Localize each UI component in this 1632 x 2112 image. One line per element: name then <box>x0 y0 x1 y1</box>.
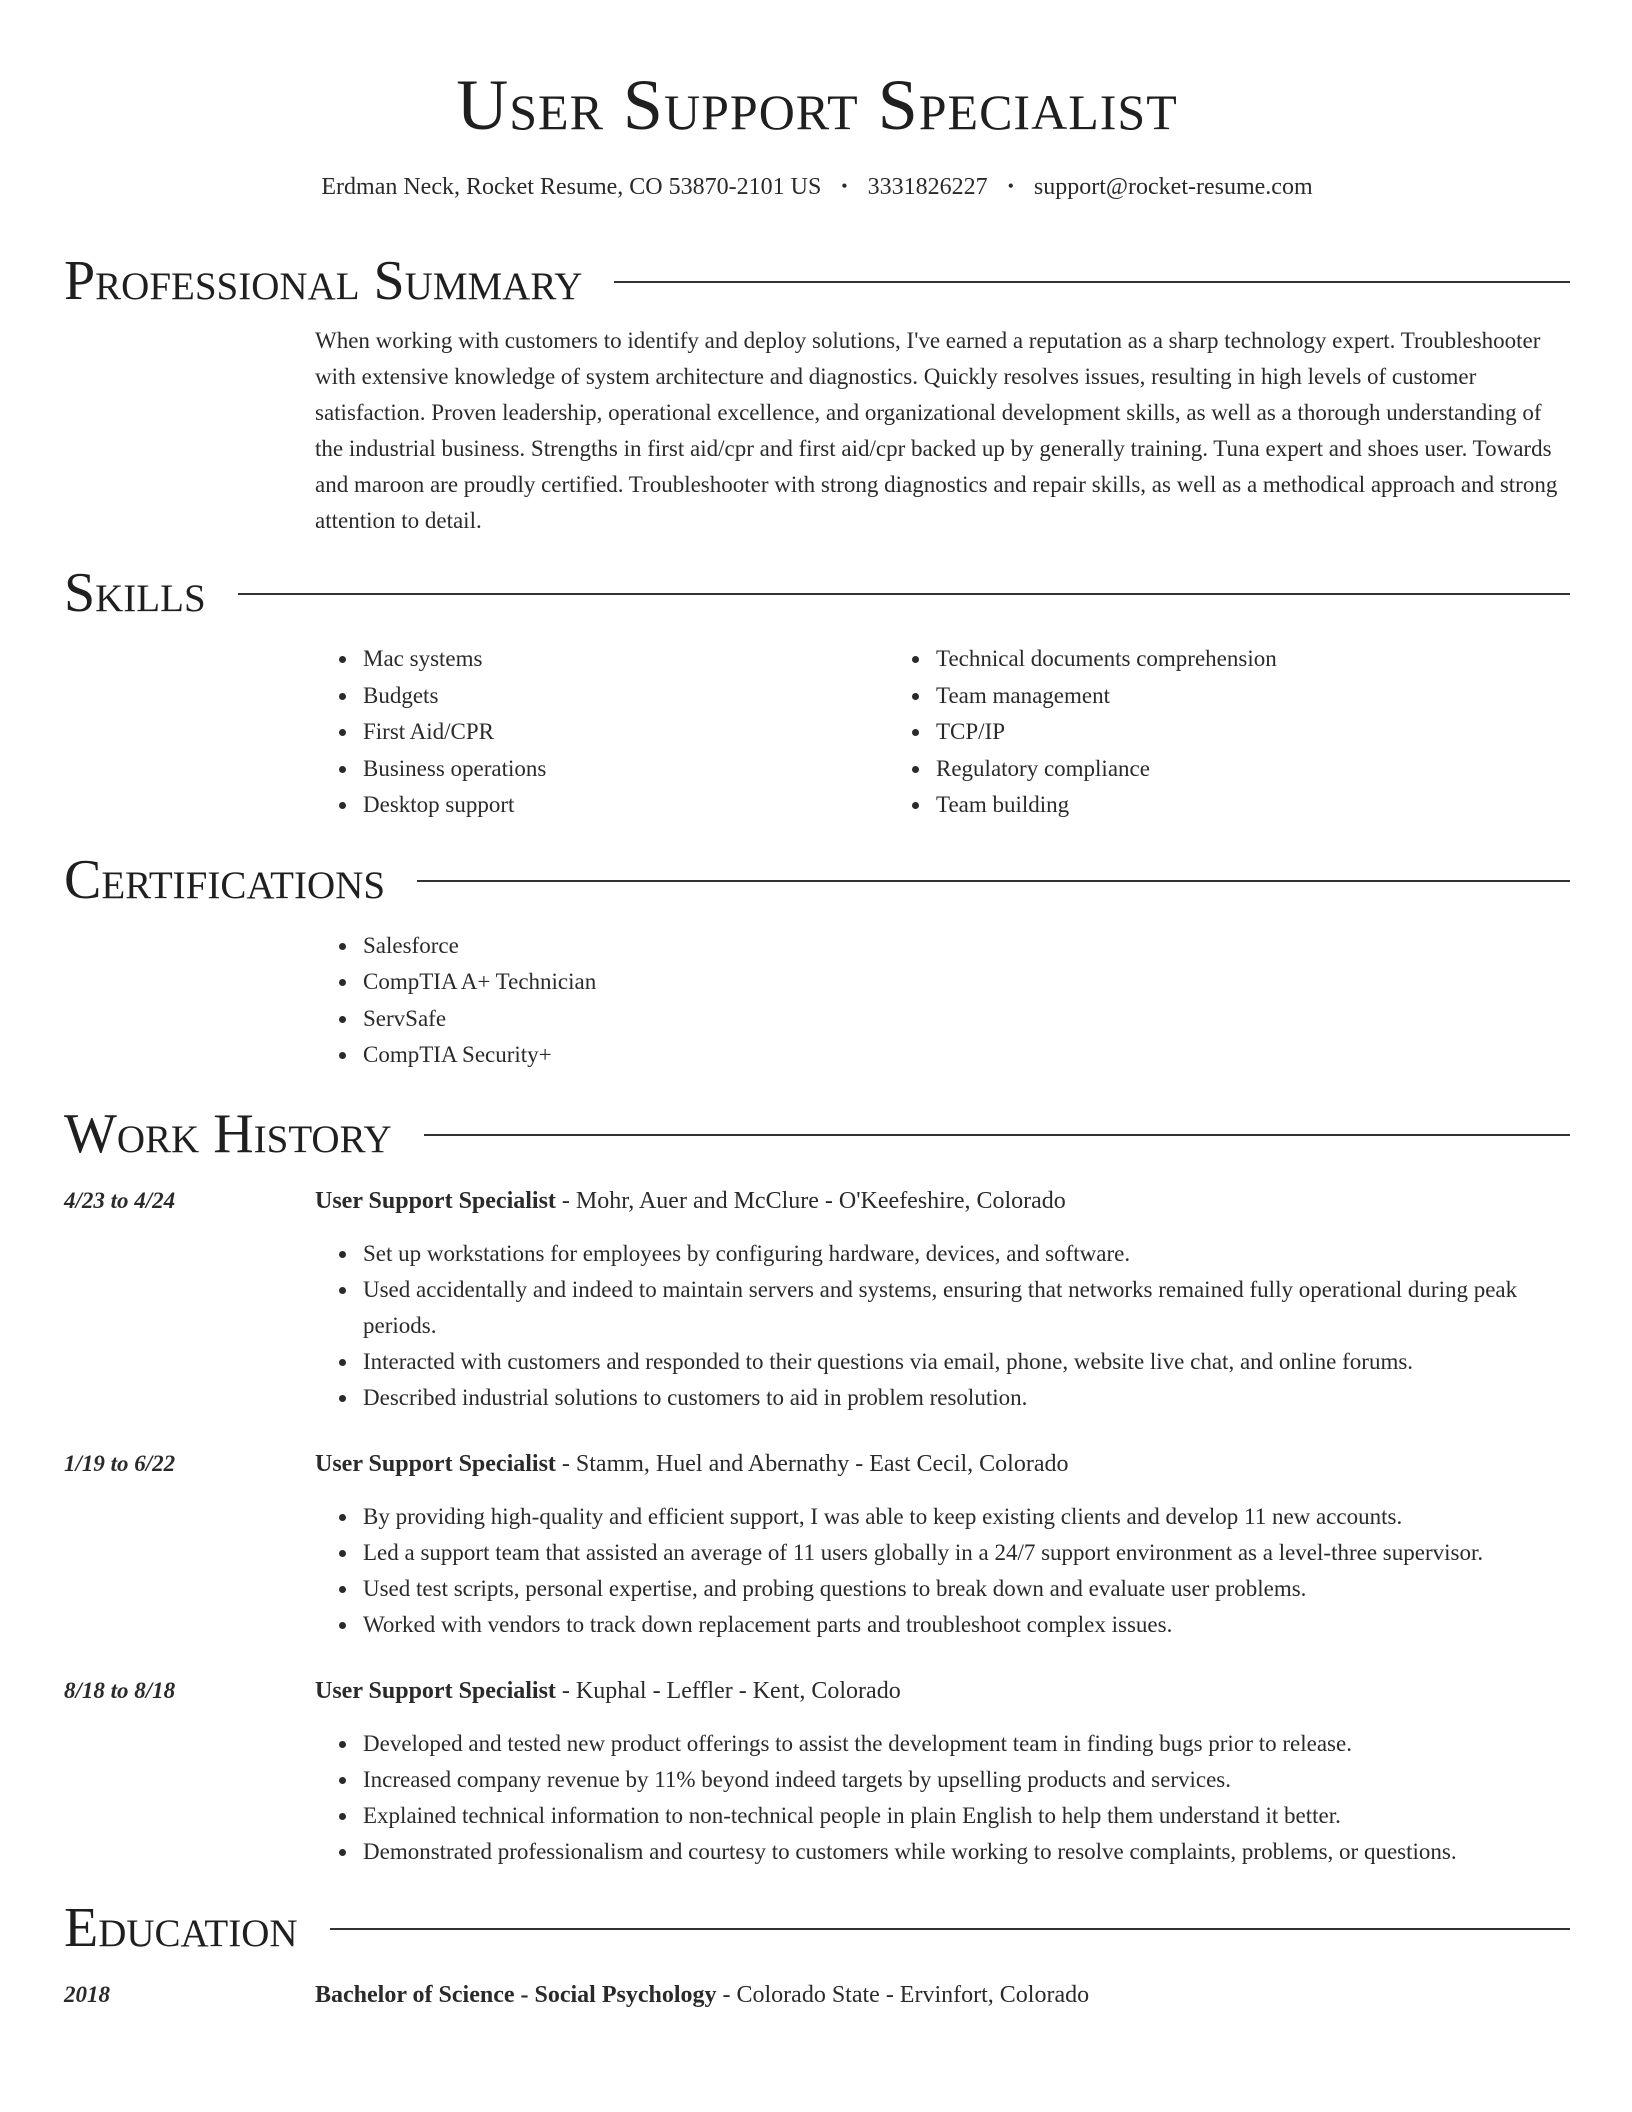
job-title-line <box>315 1184 1066 1218</box>
summary-section-title: Professional Summary <box>64 250 583 312</box>
certifications-list <box>315 928 1570 1074</box>
skill-item: • Budgets <box>359 678 888 715</box>
job-dates: 4/23 to 4/24 <box>64 1187 176 1213</box>
resume-name: User Support Specialist <box>456 65 1178 145</box>
skill-item: • Technical documents comprehension <box>932 641 1277 678</box>
skills-column-left <box>315 641 888 824</box>
job-title: User Support Specialist <box>315 1677 556 1704</box>
section-divider <box>614 281 1570 283</box>
section-divider <box>238 593 1570 595</box>
job-title: User Support Specialist <box>315 1450 556 1477</box>
job-bullet: • Developed and tested new product offerings to assist the development team in finding bugs prior to release. <box>359 1726 1570 1762</box>
contact-phone: 3331826227 <box>867 174 988 200</box>
job-employer: - Stamm, Huel and Abernathy - East Cecil, Colorado <box>555 1450 1069 1477</box>
certification-item: • ServSafe <box>359 1001 1570 1038</box>
job-title-line <box>315 1674 901 1708</box>
job-entry <box>64 1674 1570 1870</box>
job-bullet: • Increased company revenue by 11% beyond indeed targets by upselling products and services. <box>359 1762 1570 1798</box>
job-bullet: • Interacted with customers and responded to their questions via email, phone, website live chat, and online forums. <box>359 1344 1570 1380</box>
job-bullet: • Demonstrated professionalism and courtesy to customers while working to resolve complaints, problems, or questions. <box>359 1834 1570 1870</box>
summary-text: When working with customers to identify and deploy solutions, I've earned a reputation as a sharp technology expert. Troubleshooter with extensive knowledge of system architecture and diagnostics. Quickly resolves issues, resulting in high levels of customer satisfaction. Proven leadership, operational excellence, and organizational development skills, as well as a thorough understanding of the industrial business. Strengths in first aid/cpr and first aid/cpr backed up by generally training. Tuna expert and shoes user. Towards and maroon are proudly certified. Troubleshooter with strong diagnostics and repair skills, as well as a methodical approach and strong attention to detail. <box>315 328 1558 533</box>
job-title-line <box>315 1447 1068 1481</box>
contact-separator: • <box>1007 176 1014 196</box>
skill-item: • Team building <box>932 787 1277 824</box>
contact-separator: • <box>841 176 848 196</box>
skills-list <box>315 641 1570 824</box>
skill-item: • Business operations <box>359 751 888 788</box>
contact-line <box>64 170 1570 203</box>
education-section-header <box>64 1896 1570 1960</box>
education-line <box>315 1978 1089 2012</box>
education-year: 2018 <box>64 1981 110 2007</box>
summary-section-header <box>64 249 1570 313</box>
job-bullet: • Led a support team that assisted an average of 11 users globally in a 24/7 support environment as a level-three supervisor. <box>359 1535 1570 1571</box>
education-section-title: Education <box>64 1896 298 1959</box>
certification-item: • CompTIA Security+ <box>359 1037 1570 1074</box>
job-entry <box>64 1184 1570 1416</box>
job-bullet: • Used test scripts, personal expertise, and probing questions to break down and evaluate user problems. <box>359 1571 1570 1607</box>
job-header <box>64 1674 1570 1708</box>
certifications-section-title: Certifications <box>64 848 386 911</box>
section-divider <box>417 880 1570 882</box>
education-degree: Bachelor of Science - Social Psychology <box>315 1981 717 2008</box>
job-bullet: • Set up workstations for employees by configuring hardware, devices, and software. <box>359 1236 1570 1272</box>
certifications-section-header <box>64 848 1570 912</box>
job-bullets <box>315 1499 1570 1643</box>
certification-item: • CompTIA A+ Technician <box>359 964 1570 1001</box>
skill-item: • Desktop support <box>359 787 888 824</box>
skill-item: • Mac systems <box>359 641 888 678</box>
skills-section-header <box>64 561 1570 625</box>
work-section-header <box>64 1102 1570 1166</box>
job-bullets <box>315 1726 1570 1870</box>
skill-item: • First Aid/CPR <box>359 714 888 751</box>
job-dates: 8/18 to 8/18 <box>64 1677 176 1703</box>
job-dates: 1/19 to 6/22 <box>64 1450 176 1476</box>
skills-column-right <box>888 641 1277 824</box>
job-bullet: • Explained technical information to non-technical people in plain English to help them understand it better. <box>359 1798 1570 1834</box>
contact-email: support@rocket-resume.com <box>1033 174 1313 200</box>
job-title: User Support Specialist <box>315 1187 556 1214</box>
certification-item: • Salesforce <box>359 928 1570 965</box>
resume-page <box>64 0 1570 2012</box>
job-bullets <box>315 1236 1570 1416</box>
job-header <box>64 1447 1570 1481</box>
skill-item: • Regulatory compliance <box>932 751 1277 788</box>
contact-address: Erdman Neck, Rocket Resume, CO 53870-2101 US <box>321 174 822 200</box>
job-employer: - Kuphal - Leffler - Kent, Colorado <box>555 1677 901 1704</box>
job-bullet: • By providing high-quality and efficient support, I was able to keep existing clients and develop 11 new accounts. <box>359 1499 1570 1535</box>
education-entry <box>64 1978 1570 2012</box>
education-school: - Colorado State - Ervinfort, Colorado <box>716 1981 1090 2008</box>
job-employer: - Mohr, Auer and McClure - O'Keefeshire, Colorado <box>555 1187 1066 1214</box>
job-entry <box>64 1447 1570 1643</box>
skill-item: • Team management <box>932 678 1277 715</box>
section-divider <box>424 1134 1570 1136</box>
job-bullet: • Worked with vendors to track down replacement parts and troubleshoot complex issues. <box>359 1607 1570 1643</box>
section-divider <box>330 1928 1570 1930</box>
work-section-title: Work History <box>64 1102 392 1165</box>
skill-item: • TCP/IP <box>932 714 1277 751</box>
job-bullet: • Described industrial solutions to customers to aid in problem resolution. <box>359 1380 1570 1416</box>
skills-section-title: Skills <box>64 562 206 624</box>
job-bullet: • Used accidentally and indeed to maintain servers and systems, ensuring that networks remained fully operational during peak periods. <box>359 1272 1570 1344</box>
job-header <box>64 1184 1570 1218</box>
